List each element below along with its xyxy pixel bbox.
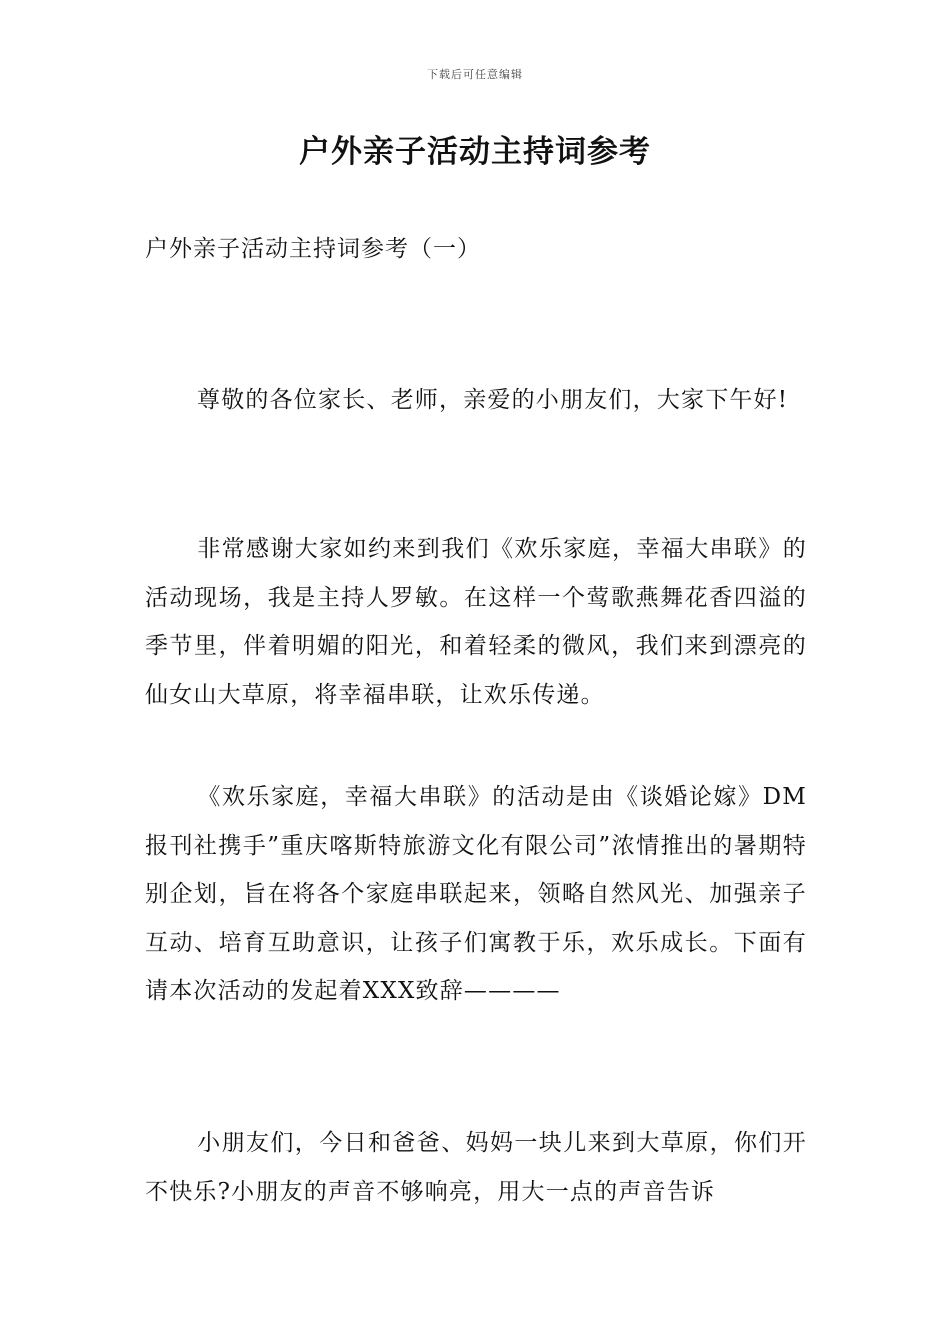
paragraph-greeting: 尊敬的各位家长、老师，亲爱的小朋友们，大家下午好! <box>197 387 789 413</box>
header-note: 下载后可任意编辑 <box>427 68 523 81</box>
paragraph-children: 小朋友们，今日和爸爸、妈妈一块儿来到大草原，你们开不快乐?小朋友的声音不够响亮，用大一点的声音告诉 <box>145 1130 807 1205</box>
paragraph-event-intro: 《欢乐家庭，幸福大串联》的活动是由《谈婚论嫁》DM报刊社携手”重庆喀斯特旅游文化有限公司”浓情推出的暑期特别企划，旨在将各个家庭串联起来，领略自然风光、加强亲子互动、培育互助意识，让孩子们寓教于乐，欢乐成长。下面有请本次活动的发起着XXX致辞———— <box>145 784 807 1004</box>
document-title: 户外亲子活动主持词参考 <box>299 134 651 170</box>
section-title: 户外亲子活动主持词参考（一） <box>145 236 481 262</box>
paragraph-welcome: 非常感谢大家如约来到我们《欢乐家庭，幸福大串联》的活动现场，我是主持人罗敏。在这样一个莺歌燕舞花香四溢的季节里，伴着明媚的阳光，和着轻柔的微风，我们来到漂亮的仙女山大草原，将幸福串联，让欢乐传递。 <box>145 536 807 708</box>
